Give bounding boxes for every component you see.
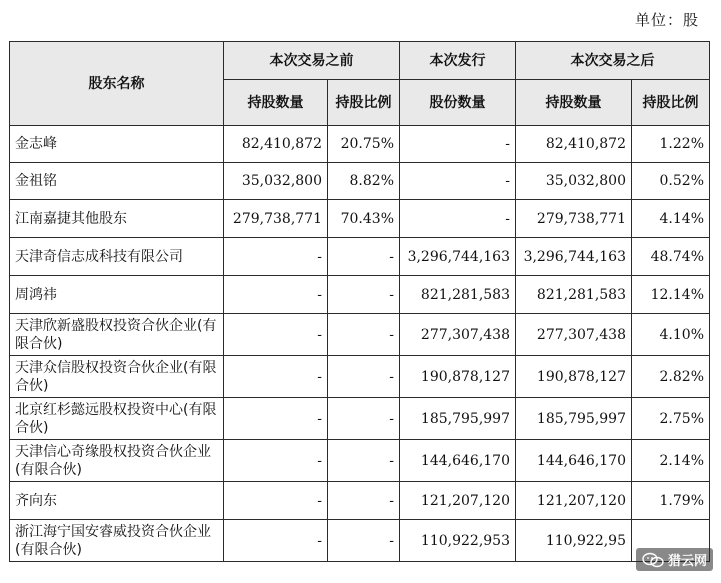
shareholder-name: 天津信心奇缘股权投资合伙企业(有限合伙) (10, 440, 224, 482)
table-row (10, 200, 710, 238)
table-body (10, 126, 710, 562)
watermark (636, 548, 713, 571)
shareholder-name: 天津奇信志成科技有限公司 (10, 238, 224, 276)
table-row (10, 482, 710, 520)
issued-shares: 185,795,997 (400, 398, 516, 440)
shareholder-name: 天津欣新盛股权投资合伙企业(有限合伙) (10, 314, 224, 356)
table-row (10, 163, 710, 200)
before-ratio: - (328, 440, 400, 482)
table-row (10, 398, 710, 440)
header-after-transaction: 本次交易之后 (516, 42, 710, 80)
after-shares: 190,878,127 (516, 356, 632, 398)
shareholder-name: 金志峰 (10, 126, 224, 163)
after-ratio: 2.14% (632, 440, 710, 482)
before-ratio: 70.43% (328, 200, 400, 238)
before-ratio: 20.75% (328, 126, 400, 163)
shareholding-table (9, 41, 710, 562)
after-ratio: 0.52% (632, 163, 710, 200)
after-ratio: 4.10% (632, 314, 710, 356)
shareholder-name: 北京红杉懿远股权投资中心(有限合伙) (10, 398, 224, 440)
issued-shares: - (400, 163, 516, 200)
before-ratio: - (328, 238, 400, 276)
issued-shares: 277,307,438 (400, 314, 516, 356)
table-row (10, 238, 710, 276)
issued-shares: 190,878,127 (400, 356, 516, 398)
after-ratio: 2.82% (632, 356, 710, 398)
header-shareholder-name: 股东名称 (10, 42, 224, 126)
table-row (10, 126, 710, 163)
header-before-shares: 持股数量 (224, 80, 328, 126)
after-ratio: 2.75% (632, 398, 710, 440)
before-shares: - (224, 520, 328, 562)
header-before-ratio: 持股比例 (328, 80, 400, 126)
before-shares: - (224, 314, 328, 356)
before-shares: - (224, 398, 328, 440)
shareholder-name: 江南嘉捷其他股东 (10, 200, 224, 238)
after-ratio: 48.74% (632, 238, 710, 276)
watermark-text: 猎云网 (667, 554, 707, 569)
after-shares: 35,032,800 (516, 163, 632, 200)
issued-shares: 821,281,583 (400, 276, 516, 314)
after-shares: 277,307,438 (516, 314, 632, 356)
issued-shares: - (400, 200, 516, 238)
before-ratio: - (328, 398, 400, 440)
shareholder-name: 周鸿祎 (10, 276, 224, 314)
wechat-icon (642, 552, 664, 568)
before-ratio: 8.82% (328, 163, 400, 200)
before-shares: 35,032,800 (224, 163, 328, 200)
table-row (10, 520, 710, 562)
after-ratio: 12.14% (632, 276, 710, 314)
before-ratio: - (328, 482, 400, 520)
after-shares: 279,738,771 (516, 200, 632, 238)
after-ratio: 4.14% (632, 200, 710, 238)
before-ratio: - (328, 520, 400, 562)
table-row (10, 440, 710, 482)
before-shares: 279,738,771 (224, 200, 328, 238)
issued-shares: 3,296,744,163 (400, 238, 516, 276)
issued-shares: 110,922,953 (400, 520, 516, 562)
after-shares: 121,207,120 (516, 482, 632, 520)
after-shares: 110,922,95 (516, 520, 632, 562)
issued-shares: - (400, 126, 516, 163)
header-after-shares: 持股数量 (516, 80, 632, 126)
before-shares: - (224, 276, 328, 314)
issued-shares: 144,646,170 (400, 440, 516, 482)
after-ratio: 1.22% (632, 126, 710, 163)
before-shares: - (224, 238, 328, 276)
before-ratio: - (328, 314, 400, 356)
header-this-issuance: 本次发行 (400, 42, 516, 80)
shareholder-name: 浙江海宁国安睿威投资合伙企业(有限合伙) (10, 520, 224, 562)
after-shares: 82,410,872 (516, 126, 632, 163)
shareholder-name: 齐向东 (10, 482, 224, 520)
after-ratio: 1.79% (632, 482, 710, 520)
issued-shares: 121,207,120 (400, 482, 516, 520)
table-row (10, 276, 710, 314)
header-after-ratio: 持股比例 (632, 80, 710, 126)
table-row (10, 356, 710, 398)
header-issued-shares: 股份数量 (400, 80, 516, 126)
before-shares: - (224, 356, 328, 398)
table-row (10, 314, 710, 356)
shareholder-name: 金祖铭 (10, 163, 224, 200)
after-shares: 3,296,744,163 (516, 238, 632, 276)
before-shares: - (224, 482, 328, 520)
after-shares: 821,281,583 (516, 276, 632, 314)
header-before-transaction: 本次交易之前 (224, 42, 400, 80)
before-shares: 82,410,872 (224, 126, 328, 163)
unit-label: 单位：股 (634, 11, 699, 29)
shareholder-name: 天津众信股权投资合伙企业(有限合伙) (10, 356, 224, 398)
before-shares: - (224, 440, 328, 482)
after-shares: 185,795,997 (516, 398, 632, 440)
before-ratio: - (328, 276, 400, 314)
before-ratio: - (328, 356, 400, 398)
after-shares: 144,646,170 (516, 440, 632, 482)
